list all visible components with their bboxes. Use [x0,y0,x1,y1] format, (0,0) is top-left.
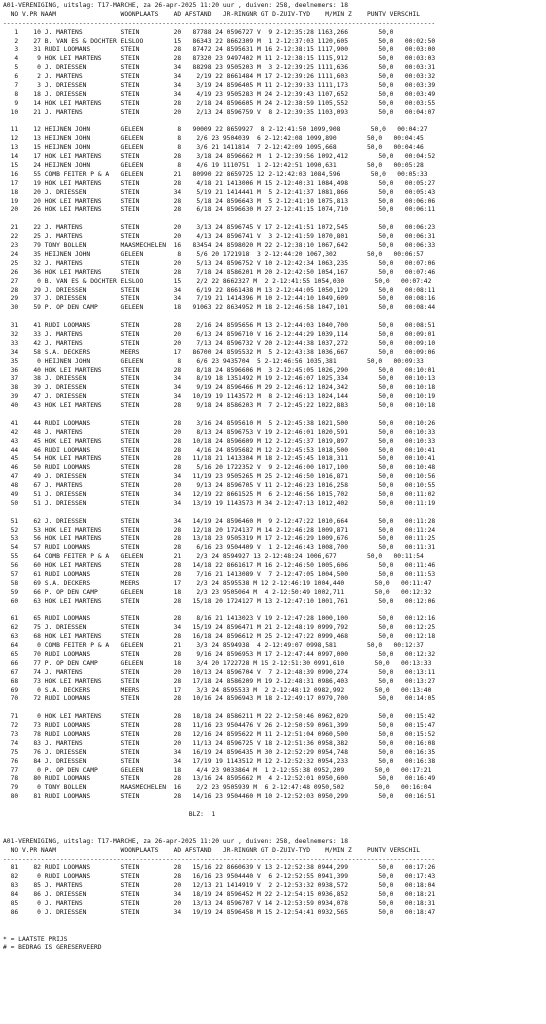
result-row: 10 21 J. MARTENS STEIN 20 2/13 24 8596759 V 8 2-12:39:35 1103,093 50,0 00:04:07 [3,108,436,116]
result-row: 69 0 S.A. DECKERS MEERS 17 3/3 24 8595533 M 2 2-12:48:12 0982,992 50,0 00:13:40 [3,686,432,694]
result-row: 57 61 RUDI LOOMANS STEIN 28 7/16 21 1413089 V 7 2-12:47:05 1004,500 50,0 00:11:53 [3,571,436,578]
result-row: 43 45 HOK LEI MARTENS STEIN 28 10/18 24 8596609 M 12 2-12:45:37 1019,897 50,0 00:10:33 [3,437,436,445]
result-row: 63 68 HOK LEI MARTENS STEIN 28 16/18 24 8596612 M 25 2-12:47:22 0999,468 50,0 00:12:18 [3,633,436,641]
result-row: 29 37 J. DRIESSEN STEIN 34 7/19 21 1414396 M 10 2-12:44:10 1049,609 50,0 00:08:16 [3,295,436,303]
column-headers: NO V.PR NAAM WOONPLAATS AD AFSTAND JR-RINGNR GT D-ZUIV-TYD M/MIN Z PUNTV VERSCHIL [3,846,421,854]
result-row: 79 0 TONY BOLLEN MAASMECHELEN 16 2/2 23 9505939 M 6 2-12:47:48 0950,502 50,0 00:16:04 [3,784,432,792]
result-row: 20 26 HOK LEI MARTENS STEIN 28 6/18 24 8596630 M 27 2-12:41:15 1074,710 50,0 00:06:11 [3,206,436,214]
result-row: 27 0 B. VAN ES & DOCHTER ELSLOO 15 2/2 22 8662327 M 2 2-12:41:55 1054,030 50,0 00:07:42 [3,277,432,285]
result-row: 13 15 HEIJNEN JOHN GELEEN 8 3/6 21 1411814 7 2-12:42:09 1095,668 50,0 00:04:46 [3,144,424,152]
spacer [3,802,543,811]
group-spacer [3,607,543,616]
result-row: 31 41 RUDI LOOMANS STEIN 28 2/16 24 8595656 M 13 2-12:44:03 1040,700 50,0 00:08:51 [3,322,436,330]
result-row: 23 79 TONY BOLLEN MAASMECHELEN 16 83454 24 8598020 M 22 2-12:38:10 1067,642 50,0 00:06:33 [3,242,436,250]
result-row: 8 18 J. DRIESSEN STEIN 34 4/19 23 9505283 M 24 2-12:39:43 1107,652 50,0 00:03:49 [3,90,436,98]
result-row: 19 20 HOK LEI MARTENS STEIN 28 5/18 24 8596643 M 5 2-12:41:10 1075,813 50,0 00:06:06 [3,197,436,205]
result-row: 61 65 RUDI LOOMANS STEIN 28 8/16 21 1413023 V 19 2-12:47:28 1000,100 50,0 00:12:16 [3,615,436,623]
result-row: 76 84 J. DRIESSEN STEIN 34 17/19 19 1143512 M 12 2-12:52:32 0954,233 50,0 00:16:38 [3,757,436,765]
result-row: 37 38 J. DRIESSEN STEIN 34 8/19 18 1351492 M 19 2-12:46:07 1025,334 50,0 00:10:13 [3,375,436,383]
spacer [3,820,543,829]
result-row: 21 22 J. MARTENS STEIN 20 3/13 24 8596745 V 17 2-12:41:51 1072,545 50,0 00:06:23 [3,224,436,232]
result-row: 45 54 HOK LEI MARTENS STEIN 28 11/18 21 1413304 M 18 2-12:45:45 1018,311 50,0 00:10:41 [3,455,436,463]
result-row: 40 43 HOK LEI MARTENS STEIN 28 9/18 24 8586203 M 7 2-12:45:22 1022,883 50,0 00:10:18 [3,402,436,410]
result-row: 5 0 J. DRIESSEN STEIN 34 88298 23 9505203 M 3 2-12:39:25 1111,636 50,0 00:03:31 [3,64,436,72]
result-row: 48 67 J. MARTENS STEIN 20 9/13 24 8596705 V 11 2-12:46:23 1016,258 50,0 00:10:55 [3,482,436,490]
result-row: 33 42 J. MARTENS STEIN 20 7/13 24 8596732 V 20 2-12:44:38 1037,272 50,0 00:09:10 [3,339,436,347]
result-row: 4 9 HOK LEI MARTENS STEIN 28 87320 23 9497402 M 11 2-12:38:15 1115,912 50,0 00:03:03 [3,55,436,63]
result-row: 14 17 HOK LEI MARTENS STEIN 28 3/18 24 8596662 M 1 2-12:39:56 1092,412 50,0 00:04:52 [3,153,436,161]
legend-note-reserved: # = BEDRAG IS GERESERVEERD [3,944,102,952]
result-row: 85 0 J. MARTENS STEIN 20 13/13 24 8596707 V 14 2-12:53:59 0934,078 50,0 00:18:31 [3,899,436,907]
result-row: 56 60 HOK LEI MARTENS STEIN 28 14/18 22 8661617 M 16 2-12:46:50 1005,606 50,0 00:11:46 [3,562,436,570]
group-spacer [3,704,543,713]
result-row: 75 76 J. DRIESSEN STEIN 34 16/19 24 8596435 M 30 2-12:52:29 0954,748 50,0 00:16:35 [3,748,436,756]
result-row: 50 51 J. DRIESSEN STEIN 34 13/19 19 1143573 M 34 2-12:47:13 1012,402 50,0 00:11:19 [3,499,436,507]
header-separator: ------------------------------------------------------------------------------------------------------------------ [3,855,436,863]
result-row: 17 19 HOK LEI MARTENS STEIN 28 4/18 21 1413006 M 15 2-12:40:31 1084,498 50,0 00:05:27 [3,179,436,187]
result-row: 71 0 HOK LEI MARTENS STEIN 28 18/18 24 8586211 M 22 2-12:50:46 0962,029 50,0 00:15:42 [3,713,436,721]
result-row: 30 59 P. OP DEN CAMP GELEEN 18 91063 22 8634952 M 18 2-12:46:58 1047,101 50,0 00:08:44 [3,304,436,312]
result-row: 49 51 J. DRIESSEN STEIN 34 12/19 22 8661525 M 6 2-12:46:56 1015,702 50,0 00:11:02 [3,490,436,498]
result-row: 78 80 RUDI LOOMANS STEIN 28 13/16 24 8595662 M 4 2-12:52:01 0950,600 50,0 00:16:49 [3,775,436,783]
page-number: BLZ: 1 [3,811,216,819]
result-row: 22 25 J. MARTENS STEIN 20 4/13 24 8596741 V 3 2-12:41:59 1070,801 50,0 00:06:31 [3,233,436,241]
result-row: 65 70 RUDI LOOMANS STEIN 28 9/16 24 8596953 M 17 2-12:47:44 0997,000 50,0 00:12:32 [3,651,436,659]
result-row: 51 62 J. DRIESSEN STEIN 34 14/19 24 8596460 M 9 2-12:47:22 1010,664 50,0 00:11:28 [3,517,436,525]
group-spacer [3,509,543,518]
page-1 [3,2,543,838]
result-row: 7 3 J. DRIESSEN STEIN 34 3/19 24 8596405 M 11 2-12:39:33 1111,173 50,0 00:03:39 [3,82,436,90]
result-row: 25 32 J. MARTENS STEIN 20 5/13 24 8596752 V 10 2-12:42:34 1063,235 50,0 00:07:06 [3,259,436,267]
result-row: 68 73 HOK LEI MARTENS STEIN 28 17/18 24 8586209 M 19 2-12:48:31 0986,403 50,0 00:13:27 [3,677,436,685]
result-row: 62 75 J. DRIESSEN STEIN 34 15/19 24 8596471 M 21 2-12:48:19 0999,792 50,0 00:12:25 [3,624,436,632]
header-separator: ------------------------------------------------------------------------------------------------------------------ [3,19,436,27]
result-row: 84 86 J. DRIESSEN STEIN 34 18/19 24 8596452 M 22 2-12:54:15 0936,852 50,0 00:18:21 [3,891,436,899]
result-row: 32 33 J. MARTENS STEIN 20 6/13 24 8596710 V 16 2-12:44:29 1039,114 50,0 00:09:01 [3,330,436,338]
result-row: 26 36 HOK LEI MARTENS STEIN 28 7/18 24 8586201 M 20 2-12:42:50 1054,167 50,0 00:07:46 [3,268,436,276]
page-2 [3,838,543,954]
result-row: 80 81 RUDI LOOMANS STEIN 28 14/16 23 9504460 M 10 2-12:52:03 0950,299 50,0 00:16:51 [3,793,436,801]
result-row: 77 0 P. OP DEN CAMP GELEEN 18 4/4 23 9033864 M 1 2-12:55:38 0952,209 50,0 00:17:21 [3,766,432,774]
spacer [3,927,543,936]
result-row: 70 72 RUDI LOOMANS STEIN 28 10/16 24 8596943 M 18 2-12:49:17 0979,700 50,0 00:14:05 [3,695,436,703]
result-row: 83 85 J. MARTENS STEIN 20 12/13 21 1414919 V 2 2-12:53:32 0938,572 50,0 00:18:04 [3,882,436,890]
group-spacer [3,118,543,127]
report-header: A01-VERENIGING, uitslag: T17-MARCHE, za 26-apr-2025 11:20 uur , duiven: 258, deelnemers: 18 [3,837,348,845]
group-spacer [3,313,543,322]
spacer [3,829,543,838]
result-row: 39 47 J. DRIESSEN STEIN 34 10/19 19 1143572 M 8 2-12:46:13 1024,144 50,0 00:10:19 [3,393,436,401]
result-row: 28 29 J. DRIESSEN STEIN 34 6/19 22 8661438 M 13 2-12:44:05 1050,129 50,0 00:08:11 [3,286,436,294]
results-table [3,864,543,917]
result-row: 53 56 HOK LEI MARTENS STEIN 28 13/18 23 9505319 M 17 2-12:46:29 1009,676 50,0 00:11:25 [3,535,436,543]
result-row: 36 40 HOK LEI MARTENS STEIN 28 8/18 24 8596606 M 3 2-12:45:05 1026,290 50,0 00:10:01 [3,366,436,374]
result-row: 6 2 J. MARTENS STEIN 34 2/19 22 8661484 M 17 2-12:39:26 1111,603 50,0 00:03:32 [3,73,436,81]
result-row: 64 0 COMB FEITER P & A GELEEN 21 3/3 24 8594938 4 2-12:49:07 0998,581 50,0 00:12:37 [3,642,424,650]
result-row: 9 14 HOK LEI MARTENS STEIN 28 2/18 24 8596605 M 24 2-12:38:59 1105,552 50,0 00:03:55 [3,99,436,107]
result-row: 73 78 RUDI LOOMANS STEIN 28 12/16 24 8595622 M 11 2-12:51:04 0960,500 50,0 00:15:52 [3,731,436,739]
result-row: 54 57 RUDI LOOMANS STEIN 28 6/16 23 9504409 V 1 2-12:46:43 1008,700 50,0 00:11:31 [3,544,436,552]
result-row: 55 64 COMB FEITER P & A GELEEN 21 2/3 24 8594927 13 2-12:48:24 1006,677 50,0 00:11:54 [3,553,424,561]
result-row: 16 55 COMB FEITER P & A GELEEN 21 80990 22 8659725 12 2-12:42:03 1084,596 50,0 00:05:33 [3,170,428,178]
result-row: 3 31 RUDI LOOMANS STEIN 28 87472 24 8595631 M 16 2-12:38:15 1117,900 50,0 00:03:00 [3,46,436,54]
result-row: 67 74 J. MARTENS STEIN 20 10/13 24 8596704 V 7 2-12:48:39 0990,274 50,0 00:13:11 [3,668,436,676]
result-row: 18 20 J. DRIESSEN STEIN 34 5/19 21 1414441 M 5 2-12:41:37 1081,866 50,0 00:05:43 [3,188,436,196]
result-row: 66 77 P. OP DEN CAMP GELEEN 18 3/4 20 1722728 M 15 2-12:51:30 0991,610 50,0 00:13:33 [3,659,432,667]
result-row: 81 82 RUDI LOOMANS STEIN 28 15/16 22 8660639 V 13 2-12:52:38 0944,299 50,0 00:17:26 [3,864,436,872]
group-spacer [3,411,543,420]
result-row: 86 0 J. DRIESSEN STEIN 34 19/19 24 8596458 M 15 2-12:54:41 0932,565 50,0 00:18:47 [3,908,436,916]
result-row: 60 63 HOK LEI MARTENS STEIN 28 15/18 20 1724127 M 13 2-12:47:10 1001,761 50,0 00:12:06 [3,597,436,605]
result-row: 41 44 RUDI LOOMANS STEIN 28 3/16 24 8595610 M 5 2-12:45:38 1021,500 50,0 00:10:26 [3,419,436,427]
group-spacer [3,215,543,224]
column-headers: NO V.PR NAAM WOONPLAATS AD AFSTAND JR-RINGNR GT D-ZUIV-TYD M/MIN Z PUNTV VERSCHIL [3,10,421,18]
result-row: 38 39 J. DRIESSEN STEIN 34 9/19 24 8596466 M 29 2-12:46:12 1024,342 50,0 00:10:18 [3,384,436,392]
result-row: 15 24 HEIJNEN JOHN GELEEN 8 4/6 19 1110751 1 2-12:42:51 1090,631 50,0 00:05:28 [3,162,424,170]
result-row: 59 66 P. OP DEN CAMP GELEEN 18 2/3 23 9505064 M 4 2-12:50:49 1002,711 50,0 00:12:32 [3,588,432,596]
result-row: 74 83 J. MARTENS STEIN 20 11/13 24 8596725 V 18 2-12:51:36 0958,382 50,0 00:16:08 [3,739,436,747]
result-row: 72 73 RUDI LOOMANS STEIN 28 11/16 23 9504476 V 26 2-12:50:59 0961,399 50,0 00:15:47 [3,722,436,730]
spacer [3,918,543,927]
result-row: 82 0 RUDI LOOMANS STEIN 28 16/16 23 9504440 V 6 2-12:52:55 0941,399 50,0 00:17:43 [3,873,436,881]
result-row: 47 49 J. DRIESSEN STEIN 34 11/19 23 9505265 M 25 2-12:46:50 1016,871 50,0 00:10:56 [3,473,436,481]
result-row: 34 58 S.A. DECKERS MEERS 17 86700 24 8595532 M 5 2-12:43:38 1036,667 50,0 00:09:06 [3,348,436,356]
result-row: 2 27 B. VAN ES & DOCHTER ELSLOO 15 86343 22 8662309 M 1 2-12:37:03 1120,605 50,0 00:02:50 [3,37,436,45]
report-header: A01-VERENIGING, uitslag: T17-MARCHE, za 26-apr-2025 11:20 uur , duiven: 258, deelnemers: 18 [3,2,348,9]
result-row: 44 46 RUDI LOOMANS STEIN 28 4/16 24 8595682 M 12 2-12:45:53 1018,500 50,0 00:10:41 [3,446,436,454]
result-row: 35 0 HEIJNEN JOHN GELEEN 8 6/6 23 9435704 5 2-12:46:56 1035,381 50,0 00:09:33 [3,357,424,365]
result-row: 24 35 HEIJNEN JOHN GELEEN 8 5/6 20 1721918 3 2-12:44:20 1067,302 50,0 00:06:57 [3,250,424,258]
result-row: 58 69 S.A. DECKERS MEERS 17 2/3 24 8595538 M 12 2-12:46:19 1004,440 50,0 00:11:47 [3,579,432,587]
result-row: 11 12 HEIJNEN JOHN GELEEN 8 90009 22 8659927 8 2-12:41:50 1099,908 50,0 00:04:27 [3,126,428,134]
results-table [3,29,543,802]
result-row: 52 53 HOK LEI MARTENS STEIN 28 12/18 20 1724137 M 14 2-12:46:28 1009,871 50,0 00:11:24 [3,526,436,534]
result-row: 12 13 HEIJNEN JOHN GELEEN 8 2/6 23 9504039 6 2-12:42:08 1099,890 50,0 00:04:45 [3,135,424,143]
result-row: 42 48 J. MARTENS STEIN 20 8/13 24 8596753 V 19 2-12:46:01 1020,591 50,0 00:10:33 [3,428,436,436]
result-row: 46 50 RUDI LOOMANS STEIN 28 5/16 20 1722352 V 9 2-12:46:00 1017,100 50,0 00:10:48 [3,464,436,472]
results-document [3,2,543,953]
result-row: 1 10 J. MARTENS STEIN 20 87788 24 0596727 V 9 2-12:35:28 1163,266 50,0 [3,28,394,36]
legend-note-last-prize: * = LAATSTE PRIJS [3,935,68,943]
